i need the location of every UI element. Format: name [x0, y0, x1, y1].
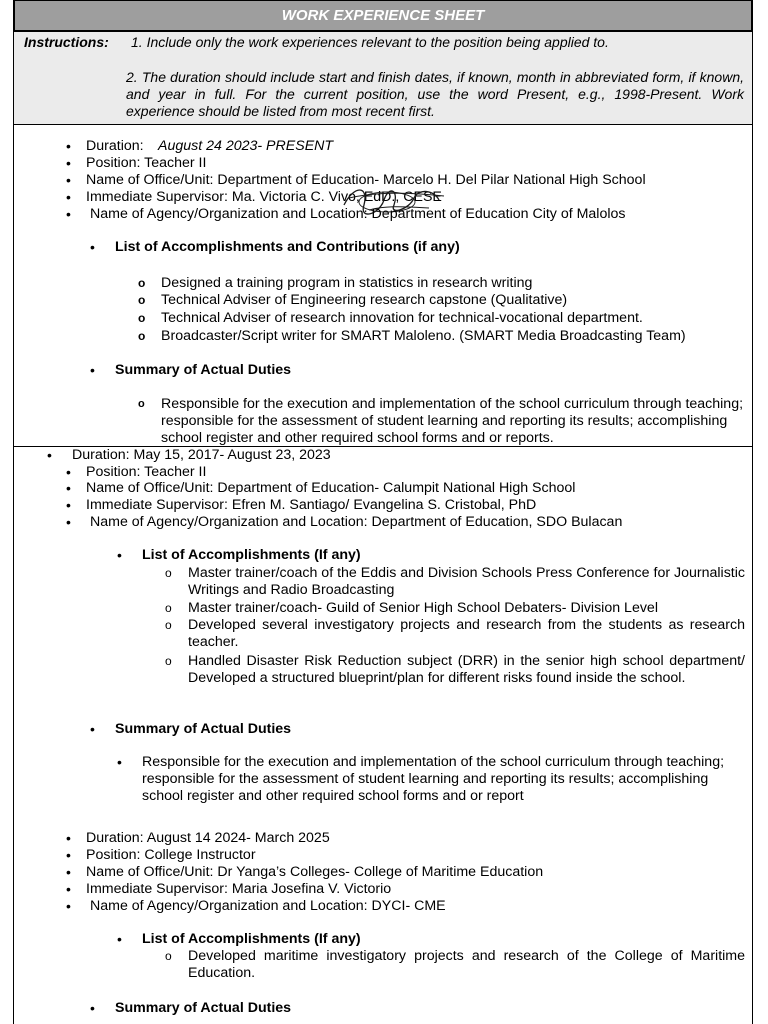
circle-bullet-icon: o: [165, 566, 172, 580]
circle-bullet-icon: o: [165, 618, 172, 632]
work-experience-sheet: [13, 0, 753, 1024]
circle-bullet-icon: o: [138, 293, 146, 307]
bullet-icon: •: [66, 514, 71, 530]
circle-bullet-icon: o: [138, 329, 146, 343]
duties-heading: Summary of Actual Duties: [115, 362, 292, 378]
bullet-icon: •: [66, 830, 71, 846]
duration-value: August 24 2023- PRESENT: [158, 138, 334, 154]
instruction-item-1: 1. Include only the work experiences relevant to the position being applied to.: [131, 34, 609, 50]
instructions-label: Instructions:: [24, 34, 109, 50]
duration: Duration: August 14 2024- March 2025: [86, 830, 330, 846]
immediate-supervisor: Immediate Supervisor: Maria Josefina V. Victorio: [86, 881, 392, 897]
accomplishment-item: Technical Adviser of Engineering research capstone (Qualitative): [161, 292, 568, 308]
agency-location: Name of Agency/Organization and Location: Department of Education, SDO Bulacan: [90, 514, 623, 530]
experience-entry-1: [14, 125, 752, 447]
bullet-icon: •: [66, 206, 71, 222]
circle-bullet-icon: o: [165, 654, 172, 668]
accomplishment-item: Technical Adviser of research innovation for technical-vocational department.: [161, 310, 643, 326]
duration: Duration: May 15, 2017- August 23, 2023: [72, 447, 331, 463]
circle-bullet-icon: o: [165, 601, 172, 615]
office-unit: Name of Office/Unit: Department of Education- Marcelo H. Del Pilar National High School: [86, 172, 646, 188]
accomplishment-item: Developed several investigatory projects and research from the students as research teacher.: [188, 617, 745, 650]
accomplishment-item: Handled Disaster Risk Reduction subject (DRR) in the senior high school department/ Developed a structured blueprint/plan for different risks found inside the school.: [188, 653, 745, 686]
bullet-icon: •: [66, 497, 71, 513]
bullet-icon: •: [66, 138, 71, 154]
instructions-box: [14, 32, 752, 125]
circle-bullet-icon: o: [138, 311, 146, 325]
position: Position: Teacher II: [86, 464, 207, 480]
bullet-icon: •: [117, 754, 122, 770]
office-unit: Name of Office/Unit: Department of Education- Calumpit National High School: [86, 480, 576, 496]
duration-label: Duration:: [86, 138, 144, 154]
duties-heading: Summary of Actual Duties: [115, 721, 292, 737]
agency-location: Name of Agency/Organization and Location: Department of Education City of Malolos: [90, 206, 626, 222]
immediate-supervisor: Immediate Supervisor: Ma. Victoria C. Vivo, EdD., CESE: [86, 189, 442, 205]
bullet-icon: •: [90, 1000, 95, 1016]
bullet-icon: •: [66, 155, 71, 171]
accomplishments-heading: List of Accomplishments (If any): [142, 547, 361, 563]
bullet-icon: •: [66, 172, 71, 188]
bullet-icon: •: [117, 547, 122, 563]
instruction-item-2: 2. The duration should include start and finish dates, if known, month in abbreviated form, if known, and year in full. For the current position, use the word Present, e.g., 1998-Present. Work experience should be listed from most recent first.: [126, 69, 744, 119]
bullet-icon: •: [117, 931, 122, 947]
sheet-title: WORK EXPERIENCE SHEET: [14, 0, 752, 32]
immediate-supervisor: Immediate Supervisor: Efren M. Santiago/ Evangelina S. Cristobal, PhD: [86, 497, 537, 513]
circle-bullet-icon: o: [138, 398, 145, 410]
bullet-icon: •: [66, 480, 71, 496]
position: Position: College Instructor: [86, 847, 256, 863]
accomplishments-heading: List of Accomplishments and Contributions (if any): [115, 239, 460, 255]
accomplishments-heading: List of Accomplishments (If any): [142, 931, 361, 947]
office-unit: Name of Office/Unit: Dr Yanga’s Colleges- College of Maritime Education: [86, 864, 544, 880]
bullet-icon: •: [90, 362, 95, 378]
accomplishment-item: Master trainer/coach of the Eddis and Division Schools Press Conference for Journalistic Writings and Radio Broadcasting: [188, 565, 745, 598]
bullet-icon: •: [47, 447, 52, 463]
bullet-icon: •: [90, 239, 95, 255]
bullet-icon: •: [66, 864, 71, 880]
duties-text: Responsible for the execution and implementation of the school curriculum through teaching; responsible for the assessment of student learning and reporting its results; accomplishing school register and other required school forms and or reports.: [161, 396, 744, 446]
bullet-icon: •: [66, 881, 71, 897]
bullet-icon: •: [90, 721, 95, 737]
agency-location: Name of Agency/Organization and Location: DYCI- CME: [90, 898, 446, 914]
duties-text: Responsible for the execution and implementation of the school curriculum through teaching; responsible for the assessment of student learning and reporting its results; accomplishing school register and other required school forms and or report: [142, 754, 725, 804]
duties-heading: Summary of Actual Duties: [115, 1000, 292, 1016]
bullet-icon: •: [66, 189, 71, 205]
accomplishment-item: Designed a training program in statistics in research writing: [161, 275, 533, 291]
bullet-icon: •: [66, 898, 71, 914]
position: Position: Teacher II: [86, 155, 207, 171]
bullet-icon: •: [66, 847, 71, 863]
accomplishment-item: Developed maritime investigatory projects and research of the College of Maritime Education.: [188, 948, 745, 981]
accomplishment-item: Master trainer/coach- Guild of Senior High School Debaters- Division Level: [188, 600, 658, 616]
circle-bullet-icon: o: [138, 276, 146, 290]
accomplishment-item: Broadcaster/Script writer for SMART Maloleno. (SMART Media Broadcasting Team): [161, 328, 686, 344]
experience-entry-2: [14, 447, 752, 827]
bullet-icon: •: [66, 464, 71, 480]
circle-bullet-icon: o: [165, 949, 172, 963]
